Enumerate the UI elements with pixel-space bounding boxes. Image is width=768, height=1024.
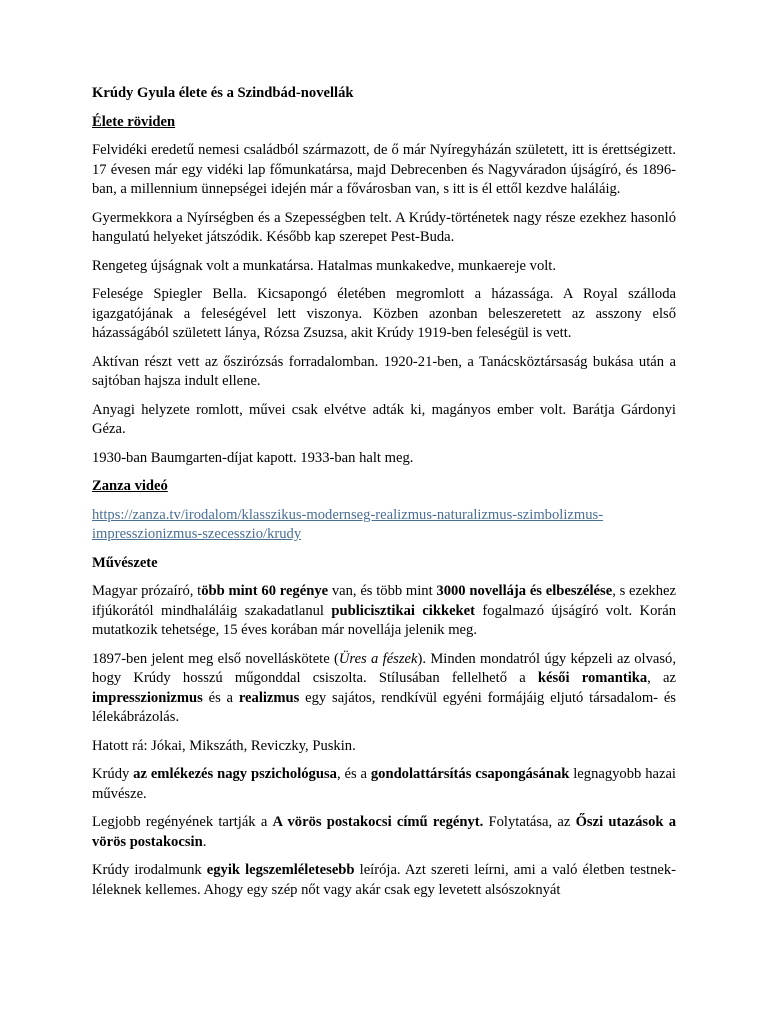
paragraph [92,650,676,728]
bold-text: egyik legszemléletesebb [206,862,355,878]
text-run: Krúdy [92,766,134,782]
section-heading-elete: Élete röviden [92,113,176,130]
paragraph: Anyagi helyzete romlott, művei csak elvétve adták ki, magányos ember volt. Barátja Gárdonyi Géza. [92,401,676,437]
bold-text: A vörös postakocsi című regényt. [272,814,484,830]
text-run: Krúdy irodalmunk [92,862,207,878]
paragraph: 1930-ban Baumgarten-díjat kapott. 1933-ban halt meg. [92,449,414,466]
paragraph: Rengeteg újságnak volt a munkatársa. Hatalmas munkakedve, munkaereje volt. [92,257,557,274]
paragraph [92,765,676,804]
bold-text: Őszi utazások a vörös postakocsin [92,814,677,850]
italic-title: Üres a fészek [338,650,418,667]
text-run: , s ezekhez ifjúkorától mindhaláláig szakadatlanul [92,583,676,619]
text-run: Magyar prózaíró, t [92,583,202,599]
paragraph: Felvidéki eredetű nemesi családból származott, de ő már Nyíregyházán született, itt is érettségizett. 17 évesen már egy vidéki lap főmunkatársa, majd Debrecenben és Nagyváradon újságíró, és 1896-ban, a millennium ünnepségei idején már a fővárosban van, s itt is él ettől kezdve haláláig. [92,142,676,197]
bold-text: impresszionizmus [92,689,203,706]
link-paragraph [92,506,676,545]
bold-text: késői romantika [537,670,648,686]
document-title: Krúdy Gyula élete és a Szindbád-novellák [92,85,354,101]
text-run: és a [202,689,239,706]
bold-text: az emlékezés nagy pszichológusa [133,766,337,782]
text-run: 1897-ben jelent meg első novelláskötete ( [92,650,339,667]
text-run: , az [647,670,676,686]
bold-text: öbb mint 60 regénye [201,583,329,599]
text-run: van, és több mint [328,583,437,599]
paragraph: Felesége Spiegler Bella. Kicsapongó életében megromlott a házassága. A Royal szálloda igazgatójának a feleségével lett viszonya. Közben azonban beleszeretett az asszony első házasságából született lánya, Rózsa Zsuzsa, akit Krúdy 1919-ben feleségül is vett. [92,286,676,341]
paragraph: Aktívan részt vett az őszirózsás forradalomban. 1920-21-ben, a Tanácsköztársaság bukása után a sajtóban hajsza indult ellene. [92,353,676,389]
document-body [92,80,676,909]
text-run: , és a [336,766,371,782]
paragraph: Gyermekkora a Nyírségben és a Szepességben telt. A Krúdy-történetek nagy része ezekhez hasonló hangulatú helyeket játszódik. Később kap szerepet Pest-Buda. [92,209,676,245]
section-heading-zanza: Zanza videó [92,478,168,494]
section-heading-muveszete: Művészete [92,554,158,571]
text-run: leírója. Azt szereti leírni, ami a való életben testnek-léleknek kellemes. Ahogy egy szép nőt vagy akár csak egy levetett alsószoknyát [92,862,676,898]
text-run: ). Minden mondatról úgy képzeli az olvasó, hogy Krúdy hosszú műgonddal csiszolta. Stílusában fellelhető a [92,650,677,686]
bold-text: 3000 novellája és elbeszélése [436,583,613,599]
bold-text: gondolattársítás csapongásának [370,766,570,782]
text-run: Folytatása, az [483,814,576,830]
paragraph [92,861,676,900]
text-run: egy sajátos, rendkívül egyéni formájáig eljutó társadalom- és lélekábrázolás. [92,689,676,725]
bold-text: publicisztikai cikkeket [331,602,476,619]
text-run: . [202,833,207,850]
paragraph [92,582,676,641]
text-run: legnagyobb hazai művésze. [92,766,676,802]
text-run: Legjobb regényének tartják a [92,814,273,830]
zanza-video-link[interactable]: https://zanza.tv/irodalom/klasszikus-modernseg-realizmus-naturalizmus-szimbolizmus-impresszionizmus-szecesszio/krudy [92,506,604,542]
text-run: fogalmazó újságíró volt. Korán mutatkozik tehetsége, 15 éves korában már novellája jelenik meg. [92,602,677,638]
paragraph: Hatott rá: Jókai, Mikszáth, Reviczky, Puskin. [92,737,356,754]
paragraph [92,813,676,852]
bold-text: realizmus [238,689,300,706]
